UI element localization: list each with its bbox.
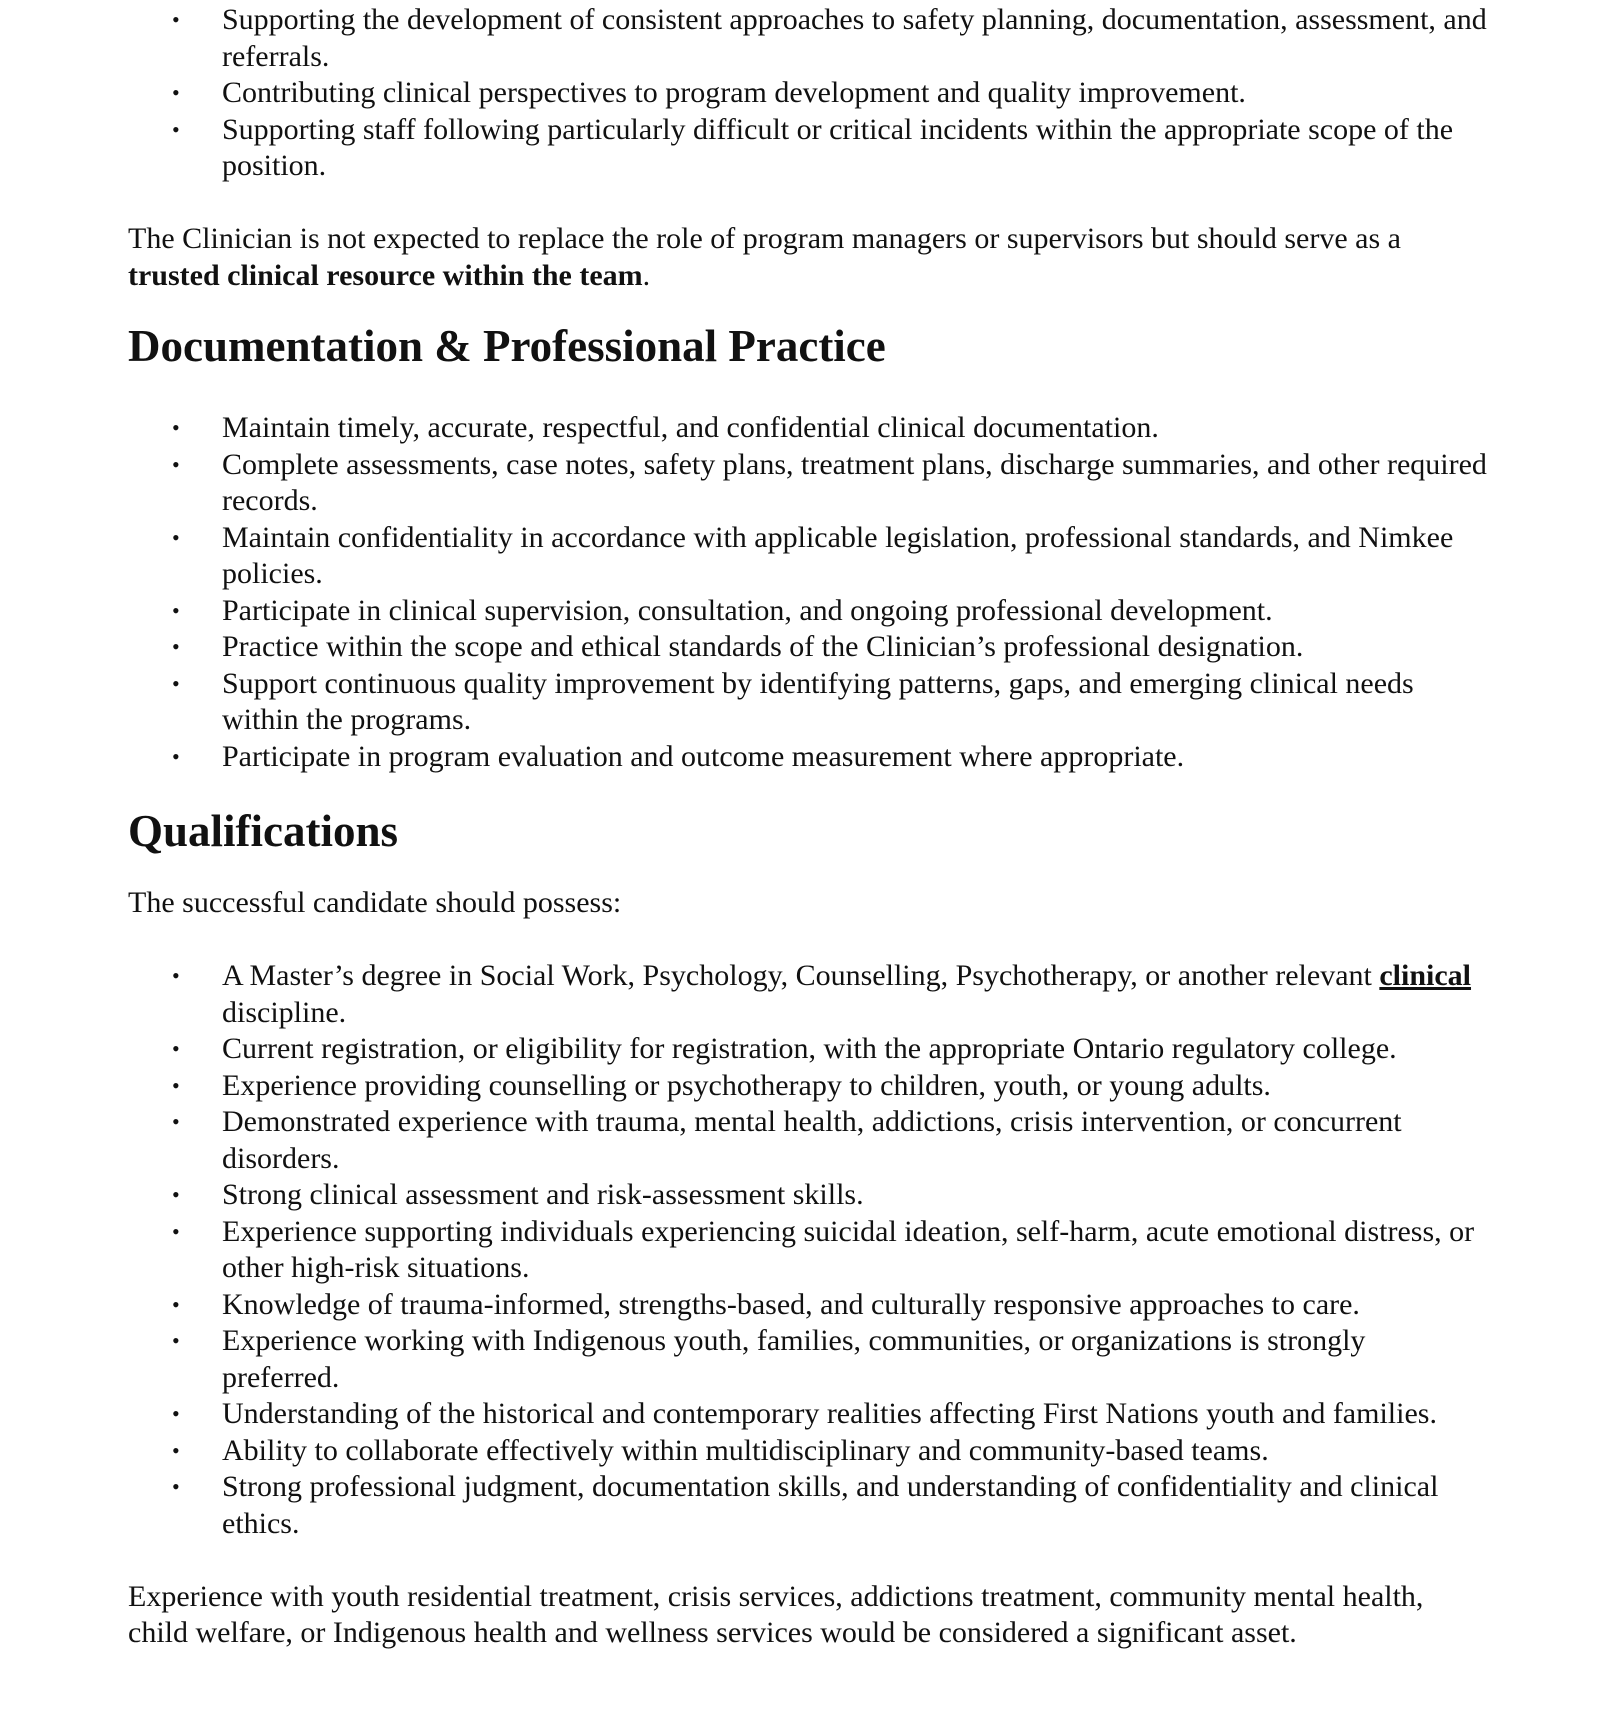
bullet-icon: • xyxy=(172,1328,180,1353)
list-item: • Demonstrated experience with trauma, mental health, addictions, crisis intervention, or concurrent disorders. xyxy=(172,1105,1402,1175)
bullet-icon: • xyxy=(172,7,180,32)
bullet-icon: • xyxy=(172,1474,180,1499)
bullet-icon: • xyxy=(172,1291,180,1317)
list-item: • Ability to collaborate effectively within multidisciplinary and community-based teams. xyxy=(128,1433,1488,1470)
list-item: • Support continuous quality improvement by identifying patterns, gaps, and emerging clinical needs within the programs. xyxy=(172,666,1414,736)
list-item: • Maintain confidentiality in accordance with applicable legislation, professional standards, and Nimkee policies. xyxy=(172,520,1454,590)
bullet-icon: • xyxy=(172,1182,180,1207)
list-item: • Experience providing counselling or psychotherapy to children, youth, or young adults. xyxy=(128,1068,1488,1105)
list-item: • Knowledge of trauma-informed, strengths-based, and culturally responsive approaches to care. xyxy=(128,1287,1488,1324)
list-item: • Understanding of the historical and contemporary realities affecting First Nations youth and families. xyxy=(128,1396,1488,1433)
section-heading-qualifications: Qualifications xyxy=(128,806,399,856)
bullet-icon: • xyxy=(172,634,180,659)
list-item: • Participate in clinical supervision, consultation, and ongoing professional development. xyxy=(128,593,1488,630)
list-item: • A Master’s degree in Social Work, Psychology, Counselling, Psychotherapy, or another relevant clinical discipline. xyxy=(172,959,1472,1029)
intro-list xyxy=(128,2,1488,185)
list-item: • Practice within the scope and ethical standards of the Clinician’s professional designation. xyxy=(128,629,1488,666)
qualifications-intro: The successful candidate should possess: xyxy=(128,886,622,919)
bullet-icon: • xyxy=(172,451,180,477)
list-item: • Experience working with Indigenous youth, families, communities, or organizations is strongly preferred. xyxy=(172,1324,1366,1394)
bullet-icon: • xyxy=(172,1072,180,1098)
list-item: • Strong clinical assessment and risk-assessment skills. xyxy=(128,1177,1488,1214)
bullet-icon: • xyxy=(172,670,180,696)
bullet-icon: • xyxy=(172,1109,180,1134)
bullet-icon: • xyxy=(172,743,180,769)
bullet-icon: • xyxy=(172,597,180,623)
list-item: • Maintain timely, accurate, respectful, and confidential clinical documentation. xyxy=(128,410,1488,447)
bullet-icon: • xyxy=(172,1401,180,1426)
list-item: • Supporting staff following particularly difficult or critical incidents within the appropriate scope of the position. xyxy=(172,112,1454,182)
list-item: • Participate in program evaluation and outcome measurement where appropriate. xyxy=(128,739,1488,776)
list-item: • Strong professional judgment, documentation skills, and understanding of confidentiality and clinical ethics. xyxy=(172,1470,1439,1540)
clinician-note: The Clinician is not expected to replace the role of program managers or supervisors but should serve as a trusted clinical resource within the team. xyxy=(128,222,1401,292)
bullet-icon: • xyxy=(172,524,180,550)
bullet-icon: • xyxy=(172,80,180,105)
qualifications-closing: Experience with youth residential treatment, crisis services, addictions treatment, community mental health, child welfare, or Indigenous health and wellness services would be considered a significant asset. xyxy=(128,1579,1424,1649)
bullet-icon: • xyxy=(172,963,180,988)
documentation-list xyxy=(128,410,1488,775)
qualifications-list xyxy=(128,958,1488,1542)
bullet-icon: • xyxy=(172,1437,180,1463)
list-item: • Complete assessments, case notes, safety plans, treatment plans, discharge summaries, and other required records. xyxy=(172,447,1487,517)
list-item: • Current registration, or eligibility for registration, with the appropriate Ontario regulatory college. xyxy=(128,1031,1488,1068)
bullet-icon: • xyxy=(172,1036,180,1061)
bullet-icon: • xyxy=(172,1218,180,1244)
section-heading-documentation: Documentation & Professional Practice xyxy=(128,321,886,371)
list-item: • Supporting the development of consistent approaches to safety planning, documentation, assessment, and referrals. xyxy=(172,3,1487,73)
list-item: • Experience supporting individuals experiencing suicidal ideation, self-harm, acute emotional distress, or other high-risk situations. xyxy=(172,1214,1475,1284)
document-body xyxy=(128,2,1488,1652)
list-item: • Contributing clinical perspectives to program development and quality improvement. xyxy=(128,75,1488,112)
bullet-icon: • xyxy=(172,415,180,440)
bullet-icon: • xyxy=(172,116,180,142)
emphasis-text: trusted clinical resource within the team xyxy=(128,258,643,292)
underlined-emphasis: clinical xyxy=(1379,959,1472,992)
